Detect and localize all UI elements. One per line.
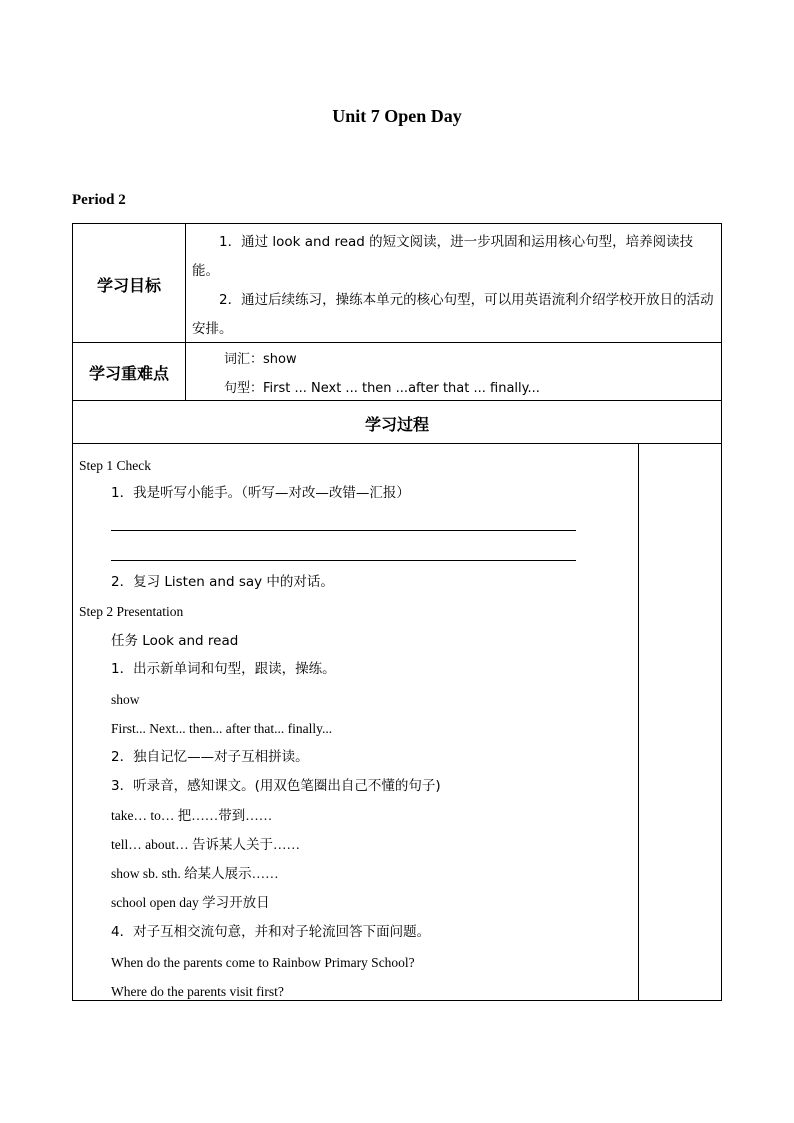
process-line: 2．复习 Listen and say 中的对话。 — [111, 574, 334, 590]
lesson-table — [72, 223, 722, 1001]
question-line: Where do the parents visit first? — [111, 984, 284, 999]
column-divider — [185, 224, 186, 400]
vocab-line: 词汇：show — [224, 352, 297, 367]
goal-item: 1．通过 look and read 的短文阅读，进一步巩固和运用核心句型，培养阅读技能。 — [192, 234, 694, 279]
period-label: Period 2 — [72, 192, 126, 208]
phrase-line: show sb. sth. 给某人展示…… — [111, 866, 279, 881]
process-line: 4．对子互相交流句意，并和对子轮流回答下面问题。 — [111, 924, 431, 940]
phrase-line: school open day 学习开放日 — [111, 895, 270, 910]
pattern-line: 句型：First ... Next ... then ...after that ... finally... — [224, 381, 540, 396]
goal-item: 2．通过后续练习，操练本单元的核心句型，可以用英语流利介绍学校开放日的活动安排。 — [192, 292, 714, 337]
process-line: 3．听录音，感知课文。(用双色笔圈出自己不懂的句子) — [111, 778, 441, 794]
answer-blank-line[interactable] — [111, 530, 576, 531]
goals-label: 学习目标 — [96, 276, 161, 295]
step-heading: Step 2 Presentation — [79, 604, 184, 619]
step-heading: Step 1 Check — [79, 458, 151, 473]
process-line: show — [111, 692, 140, 707]
goals-content — [192, 228, 716, 344]
process-content — [73, 443, 638, 1000]
process-line: 1．我是听写小能手。（听写—对改—改错—汇报） — [111, 485, 410, 501]
process-line: 1．出示新单词和句型，跟读，操练。 — [111, 661, 336, 677]
column-divider — [638, 443, 639, 1000]
phrase-line: tell… about… 告诉某人关于…… — [111, 837, 300, 852]
phrase-line: take… to… 把……带到…… — [111, 808, 273, 823]
process-line: 任务 Look and read — [111, 633, 239, 649]
answer-blank-line[interactable] — [111, 560, 576, 561]
difficulties-content — [224, 345, 714, 403]
difficulties-label: 学习重难点 — [88, 364, 169, 383]
question-line: When do the parents come to Rainbow Primary School? — [111, 955, 415, 970]
process-heading: 学习过程 — [364, 415, 429, 434]
document-title: Unit 7 Open Day — [332, 106, 462, 126]
process-line: First... Next... then... after that... finally... — [111, 721, 333, 736]
process-line: 2．独自记忆——对子互相拼读。 — [111, 749, 309, 765]
